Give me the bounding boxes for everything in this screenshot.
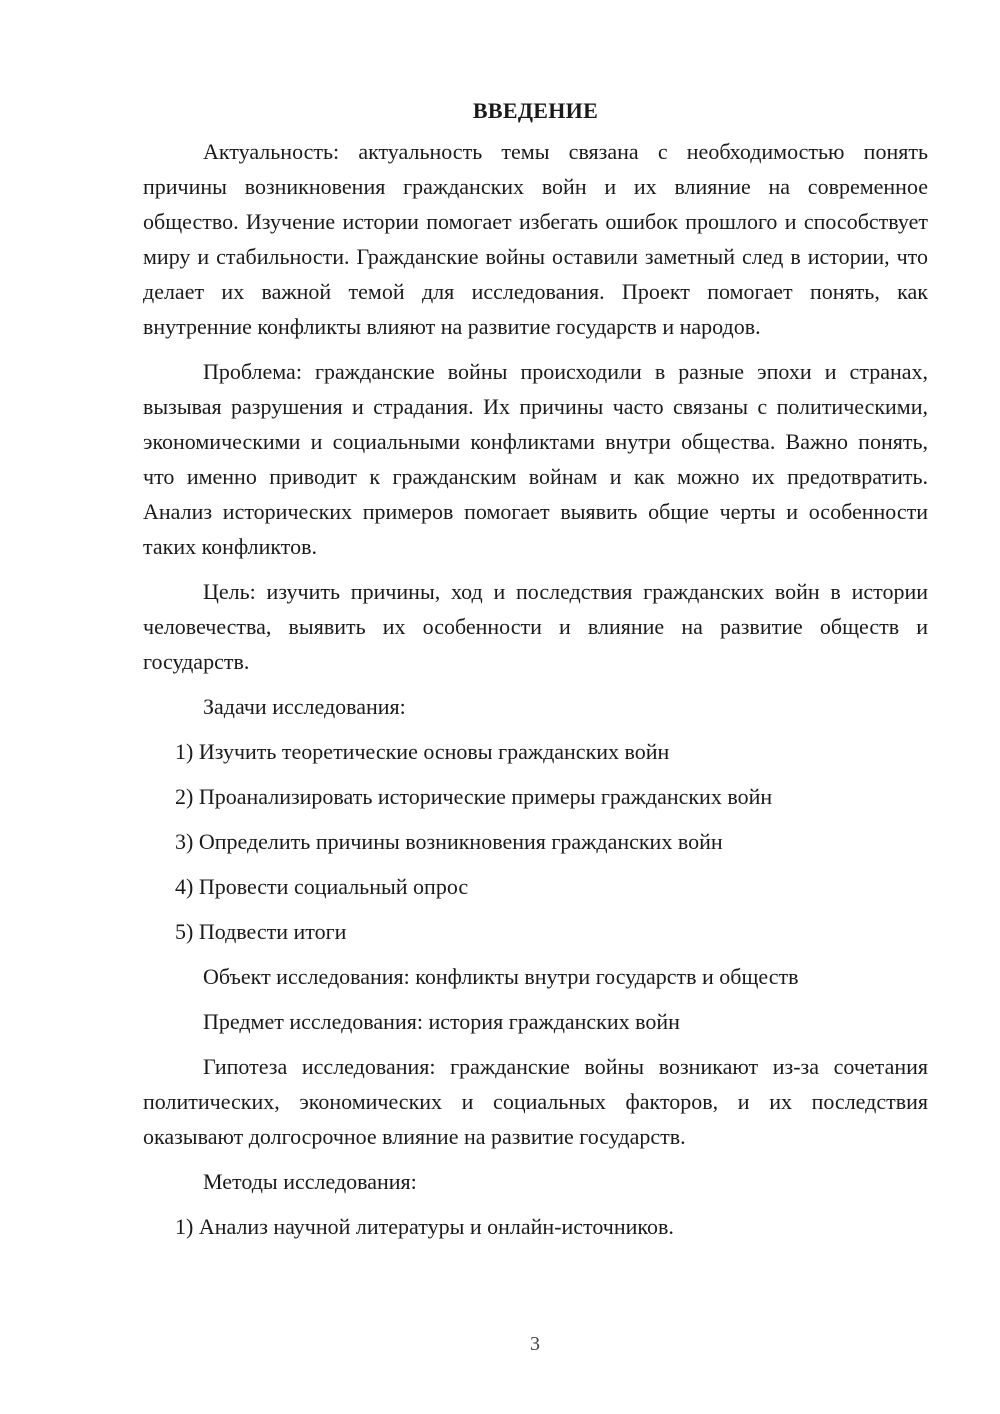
goal-paragraph: Цель: изучить причины, ход и последствия гражданских войн в истории человечества, выявить их особенности и влияние на развитие обществ и государств. <box>143 579 928 674</box>
list-item: 5) Подвести итоги <box>175 919 347 944</box>
list-item: 2) Проанализировать исторические примеры гражданских войн <box>175 784 773 809</box>
methods-list <box>143 1209 928 1244</box>
list-item: 1) Изучить теоретические основы гражданских войн <box>175 739 670 764</box>
relevance-paragraph: Актуальность: актуальность темы связана с необходимостью понять причины возникновения гражданских войн и их влияние на современное общество. Изучение истории помогает избегать ошибок прошлого и способствует миру и стабильности. Гражданские войны оставили заметный след в истории, что делает их важной темой для исследования. Проект помогает понять, как внутренние конфликты влияют на развитие государств и народов. <box>143 139 928 339</box>
tasks-heading: Задачи исследования: <box>203 694 406 719</box>
list-item: 3) Определить причины возникновения гражданских войн <box>175 829 723 854</box>
page-title: ВВЕДЕНИЕ <box>472 98 599 123</box>
hypothesis-paragraph: Гипотеза исследования: гражданские войны возникают из-за сочетания политических, экономических и социальных факторов, и их последствия оказывают долгосрочное влияние на развитие государств. <box>143 1054 928 1149</box>
object-line: Объект исследования: конфликты внутри государств и обществ <box>203 964 799 989</box>
page-number: 3 <box>530 1333 540 1355</box>
list-item: 1) Анализ научной литературы и онлайн-источников. <box>175 1214 674 1239</box>
document-page <box>143 96 928 1254</box>
methods-heading: Методы исследования: <box>203 1169 417 1194</box>
subject-line: Предмет исследования: история гражданских войн <box>203 1009 680 1034</box>
problem-paragraph: Проблема: гражданские войны происходили в разные эпохи и странах, вызывая разрушения и страдания. Их причины часто связаны с политическими, экономическими и социальными конфликтами внутри общества. Важно понять, что именно приводит к гражданским войнам и как можно их предотвратить. Анализ исторических примеров помогает выявить общие черты и особенности таких конфликтов. <box>143 359 928 559</box>
tasks-list <box>143 734 928 949</box>
list-item: 4) Провести социальный опрос <box>175 874 469 899</box>
